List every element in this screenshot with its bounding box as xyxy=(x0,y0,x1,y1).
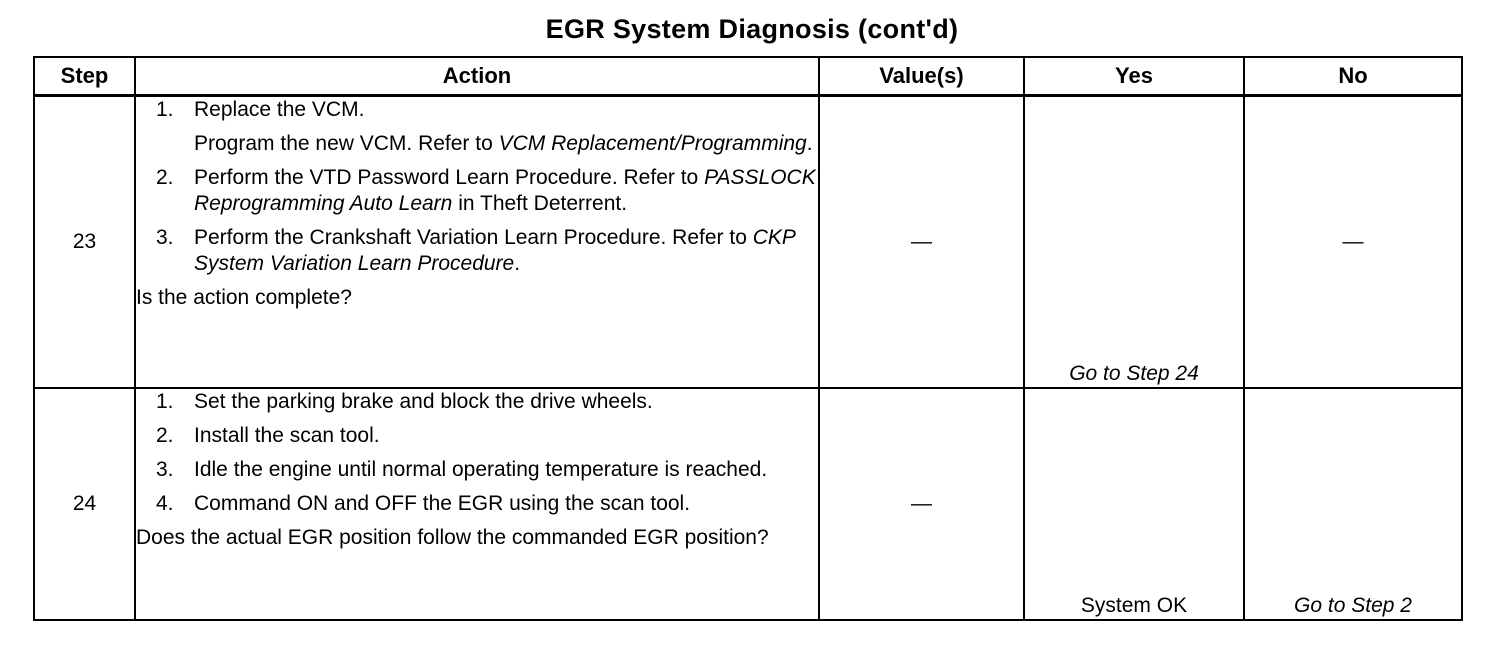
action-item: 2. Install the scan tool. xyxy=(156,423,380,447)
reference-link: CKP System Variation Learn Procedure xyxy=(194,226,796,275)
action-question: Does the actual EGR position follow the commanded EGR position? xyxy=(136,525,769,549)
column-header-no: No xyxy=(1244,57,1462,96)
yes-cell: Go to Step 24 xyxy=(1024,96,1244,388)
action-list xyxy=(136,97,818,277)
value-cell: — xyxy=(819,388,1024,620)
no-cell: Go to Step 2 xyxy=(1244,388,1462,620)
no-cell: — xyxy=(1244,96,1462,388)
yes-cell: System OK xyxy=(1024,388,1244,620)
action-text: Set the parking brake and block the drive wheels. xyxy=(194,389,653,413)
column-header-values: Value(s) xyxy=(819,57,1024,96)
action-item: 3. Idle the engine until normal operating temperature is reached. xyxy=(156,457,768,481)
action-item: 1. Replace the VCM. Program the new VCM. Refer to VCM Replacement/Programming. xyxy=(136,97,818,157)
step-number: 24 xyxy=(34,388,135,620)
reference-link: PASSLOCK Reprogramming Auto Learn xyxy=(194,166,816,215)
action-item: 1. Set the parking brake and block the drive wheels. xyxy=(156,389,653,413)
action-text: Replace the VCM. xyxy=(194,98,365,121)
table-header-row xyxy=(34,57,1462,96)
action-item: 4. Command ON and OFF the EGR using the scan tool. xyxy=(156,491,691,515)
action-subtext: Program the new VCM. Refer to VCM Replacement/Programming. xyxy=(194,132,813,155)
action-list xyxy=(136,389,818,517)
table-row-step-24 xyxy=(34,388,1462,620)
table-row-step-23 xyxy=(34,96,1462,388)
action-question: Is the action complete? xyxy=(136,286,352,309)
action-cell xyxy=(135,96,819,388)
diagnosis-table xyxy=(33,56,1463,621)
reference-link: VCM Replacement/Programming xyxy=(498,132,807,155)
column-header-yes: Yes xyxy=(1024,57,1244,96)
action-text: Idle the engine until normal operating temperature is reached. xyxy=(194,457,768,481)
value-cell: — xyxy=(819,96,1024,388)
step-number: 23 xyxy=(34,96,135,388)
action-cell xyxy=(135,388,819,620)
page-title: EGR System Diagnosis (cont'd) xyxy=(545,14,959,44)
action-text: Perform the VTD Password Learn Procedure. Refer to PASSLOCK Reprogramming Auto Learn in Theft Deterrent. xyxy=(194,166,816,215)
column-header-step: Step xyxy=(34,57,135,96)
action-item: 3. Perform the Crankshaft Variation Learn Procedure. Refer to CKP System Variation Learn Procedure. xyxy=(156,226,796,275)
action-text: Command ON and OFF the EGR using the scan tool. xyxy=(194,491,691,515)
action-item: 2. Perform the VTD Password Learn Procedure. Refer to PASSLOCK Reprogramming Auto Learn in Theft Deterrent. xyxy=(156,166,816,215)
column-header-action: Action xyxy=(135,57,819,96)
action-text: Perform the Crankshaft Variation Learn Procedure. Refer to CKP System Variation Learn Procedure. xyxy=(194,226,796,275)
action-text: Install the scan tool. xyxy=(194,423,380,447)
